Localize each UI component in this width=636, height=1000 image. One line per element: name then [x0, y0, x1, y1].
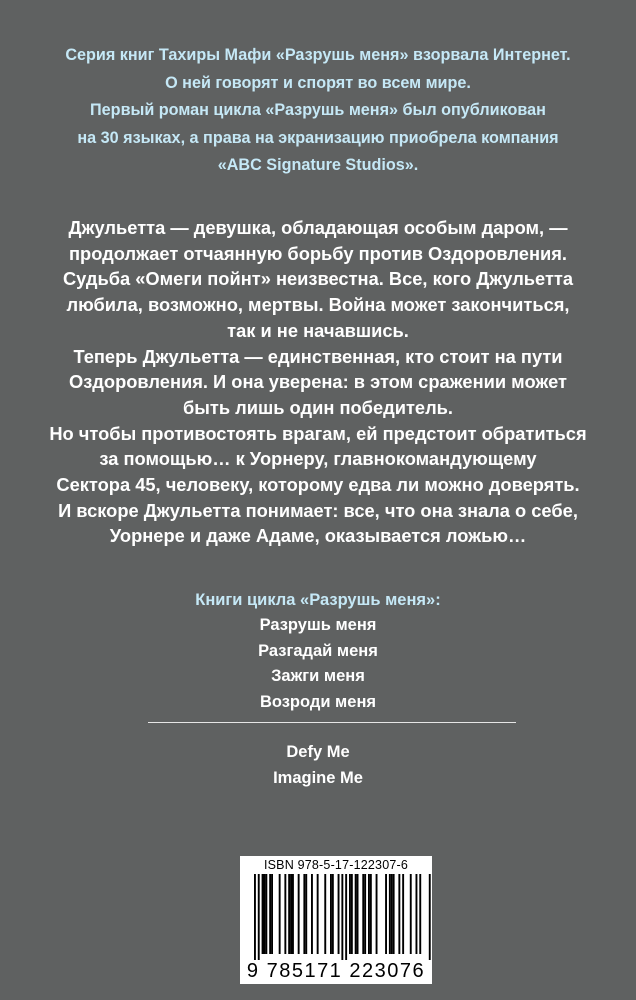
synopsis-line: Оздоровления. И она уверена: в этом сражении может	[69, 371, 567, 393]
barcode-bar	[332, 874, 334, 954]
barcode-bar	[298, 874, 300, 954]
synopsis-line: продолжает отчаянную борьбу против Оздоровления.	[69, 242, 567, 264]
series-title: Зажги меня	[271, 667, 365, 685]
barcode-bar	[370, 874, 372, 954]
synopsis-line: Уорнере и даже Адаме, оказывается ложью…	[109, 525, 527, 547]
barcode-image	[240, 874, 432, 960]
barcode-bar	[429, 874, 431, 960]
series-title-list	[20, 613, 616, 715]
synopsis-line: Но чтобы противостоять врагам, ей предстоит обратиться	[49, 422, 587, 444]
barcode-bar	[338, 874, 340, 954]
barcode-bar	[355, 874, 357, 954]
barcode-bar	[419, 874, 421, 954]
barcode-bar	[393, 874, 395, 954]
barcode-bar	[357, 874, 359, 954]
barcode-bar	[279, 874, 281, 954]
synopsis-line: Судьба «Омеги пойнт» неизвестна. Все, кого Джульетта	[62, 268, 574, 290]
barcode-bar	[265, 874, 267, 954]
barcode-bar	[271, 874, 273, 954]
barcode-bar	[262, 874, 264, 954]
barcode-bar	[368, 874, 370, 954]
synopsis-line: Теперь Джульетта — единственная, кто стоит на пути	[73, 345, 563, 367]
english-title-list	[20, 740, 616, 791]
barcode-bar	[290, 874, 292, 954]
series-title: Возроди меня	[259, 692, 377, 711]
barcode-bar	[389, 874, 391, 954]
english-title: Defy Me	[286, 743, 350, 761]
barcode-bar	[398, 874, 400, 954]
barcode-bar	[269, 874, 271, 954]
barcode-bar	[345, 874, 347, 960]
promo-line: Серия книг Тахиры Мафи «Разрушь меня» взорвала Интернет.	[65, 46, 571, 64]
promo-line: «ABC Signature Studios».	[217, 156, 419, 174]
series-heading: Книги цикла «Разрушь меня»:	[195, 591, 441, 609]
barcode-bar	[311, 874, 313, 954]
barcode-bar	[341, 874, 343, 960]
barcode-bar	[284, 874, 286, 954]
barcode-bar	[258, 874, 260, 960]
barcode-bar	[364, 874, 366, 954]
barcode-bar	[305, 874, 307, 954]
series-title: Разгадай меня	[258, 641, 378, 660]
barcode-bar	[330, 874, 332, 954]
barcode-bar	[292, 874, 294, 954]
barcode-bar	[385, 874, 387, 954]
synopsis-line: за помощью… к Уорнеру, главнокомандующему	[99, 448, 537, 470]
isbn-label: ISBN 978-5-17-122307-6	[263, 858, 409, 872]
barcode-bar	[264, 874, 266, 954]
synopsis-line: любила, возможно, мертвы. Война может закончиться,	[66, 294, 570, 316]
synopsis-line: Сектора 45, человеку, которому едва ли можно доверять.	[56, 474, 580, 496]
barcode-bar	[376, 874, 378, 954]
series-title: Разрушь меня	[259, 616, 377, 634]
promo-block	[20, 42, 616, 180]
barcode-panel	[240, 856, 432, 984]
barcode-bar	[349, 874, 351, 954]
synopsis-line: Джульетта — девушка, обладающая особым даром, —	[68, 217, 568, 238]
barcode-bar	[288, 874, 290, 954]
barcode-bar	[317, 874, 319, 954]
synopsis-block	[20, 215, 616, 549]
barcode-bar	[391, 874, 393, 954]
synopsis-line: И вскоре Джульетта понимает: все, что она знала о себе,	[58, 499, 578, 521]
promo-line: на 30 языках, а права на экранизацию приобрела компания	[77, 128, 559, 147]
barcode-bar	[351, 874, 353, 954]
synopsis-line: быть лишь один победитель.	[182, 396, 454, 418]
barcode-bar	[402, 874, 404, 954]
barcode-bar	[362, 874, 364, 954]
promo-line: Первый роман цикла «Разрушь меня» был опубликован	[90, 101, 546, 119]
barcode-digits: 9 785171 223076	[246, 960, 426, 982]
promo-line: О ней говорят и спорят во всем мире.	[165, 73, 471, 92]
barcode-bar	[410, 874, 412, 954]
barcode-bar	[254, 874, 256, 960]
barcode-bar	[303, 874, 305, 954]
divider-line	[148, 722, 516, 723]
barcode-bar	[324, 874, 326, 954]
barcode-bar	[416, 874, 418, 954]
synopsis-line: так и не начавшись.	[227, 319, 409, 341]
english-title: Imagine Me	[273, 768, 363, 787]
